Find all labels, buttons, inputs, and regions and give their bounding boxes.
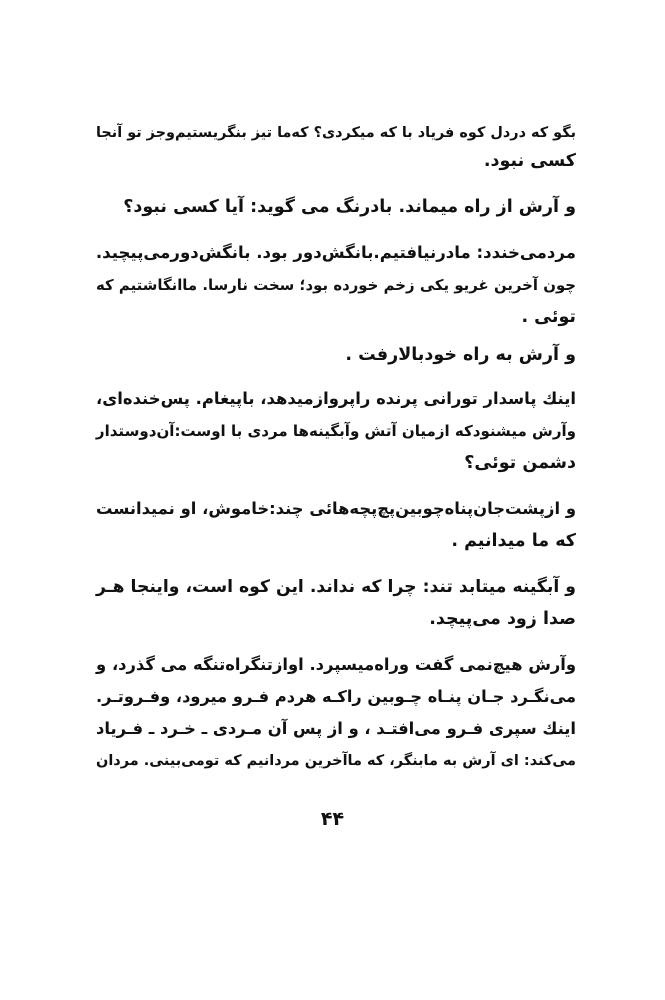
text-line: کسی نبود. bbox=[483, 151, 576, 171]
text-line: بگو که دردل کوه فریاد با که میکردی؟ که‌ما تیز بنگریستیم‌وجز تو آنجا bbox=[96, 125, 576, 141]
text-line: چون آخرین غریو یکی زخم خورده بود؛ سخت نارسا. ماانگاشتیم که bbox=[96, 276, 576, 294]
text-line: و ازپشت‌جان‌پناه‌چوبین‌پچ‌پچه‌هائی چند:خاموش، او نمیدانست bbox=[96, 499, 576, 518]
text-line: و آرش از راه میماند. بادرنگ می گوید: آیا کسی نبود؟ bbox=[123, 197, 576, 217]
text-line: اینك سپری فـرو می‌افتـد ، و از پس آن مـردی ـ خـرد ـ فـریاد bbox=[96, 719, 576, 738]
text-line: که ما میدانیم . bbox=[451, 531, 576, 551]
text-line: می‌کند: ای آرش به مابنگر، که ماآخرین مردانیم که تومی‌بینی. مردان bbox=[96, 753, 576, 769]
text-line: و آرش به راه خودبالارفت . bbox=[345, 345, 576, 365]
text-line: اینك پاسدار تورانی پرنده راپروازمیدهد، باپیغام. پس‌خنده‌ای، bbox=[96, 389, 576, 408]
text-line: صدا زود می‌پیچد. bbox=[429, 609, 576, 629]
text-line: و آبگینه میتابد تند: چرا که نداند. این کوه است، واینجا هـر bbox=[96, 577, 576, 597]
text-line: دشمن توئی؟ bbox=[464, 453, 576, 473]
text-line: توئی . bbox=[521, 307, 576, 327]
text-line: وآرش هیچ‌نمی گفت وراه‌میسپرد. اوازتنگراه‌تنگه می گذرد، و bbox=[96, 655, 576, 674]
text-line: می‌نگـرد جـان پنـاه چـوبین راکـه هردم فـرو میرود، وفـروتـر. bbox=[96, 687, 576, 706]
page-number: ۴۴ bbox=[320, 808, 345, 830]
text-line: مردمی‌خندد: مادرنیافتیم.بانگش‌دور بود. بانگش‌دورمی‌پیچید. bbox=[95, 243, 576, 262]
text-line: وآرش میشنودکه ازمیان آتش وآبگینه‌ها مردی با اوست:آن‌دوستدار bbox=[95, 422, 576, 440]
